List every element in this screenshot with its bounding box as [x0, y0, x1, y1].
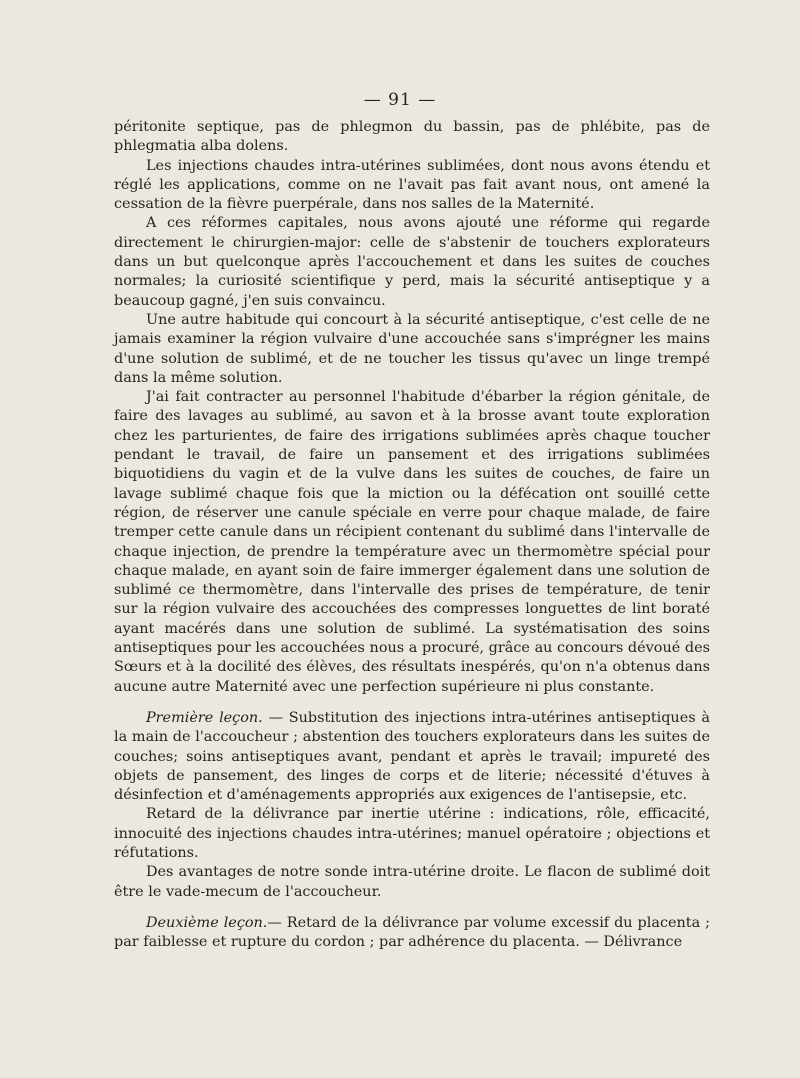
paragraph-7: Retard de la délivrance par inertie utérine : indications, rôle, efficacité, innocuité des injections chaudes intra-utérines; manuel opératoire ; objections et réfutations.	[114, 806, 710, 861]
paragraph-4: Une autre habitude qui concourt à la sécurité antiseptique, c'est celle de ne jamais examiner la région vulvaire d'une accouchée sans s'imprégner les mains d'une solution de sublimé, et de ne toucher les tissus qu'avec un linge trempé dans la même solution.	[114, 311, 710, 386]
paragraph-5: J'ai fait contracter au personnel l'habitude d'ébarber la région génitale, de faire des lavages au sublimé, au savon et à la brosse avant toute exploration chez les parturientes, de faire des irrigations sublimées après chaque toucher pendant le travail, de faire un pansement et des irrigations sublimées biquotidiens du vagin et de la vulve dans les suites de couches, de faire un lavage sublimé chaque fois que la miction ou la défécation ont souillé cette région, de réserver une canule spéciale en verre pour chaque malade, de faire tremper cette canule dans un récipient contenant du sublimé dans l'intervalle de chaque injection, de prendre la température avec un thermomètre spécial pour chaque malade, en ayant soin de faire immerger également dans une solution de sublimé ce thermomètre, dans l'intervalle des prises de température, de tenir sur la région vulvaire des accouchées des compresses longuettes de lint boraté ayant macérés dans une solution de sublimé. La systématisation des soins antiseptiques pour les accouchées nous a procuré, grâce au concours dévoué des Sœurs et à la docilité des élèves, des résultats inespérés, qu'on n'a obtenus dans aucune autre Maternité avec une perfection supérieure ni plus constante.	[114, 389, 710, 695]
paragraph-6	[114, 709, 710, 805]
paragraph-2: Les injections chaudes intra-utérines sublimées, dont nous avons étendu et réglé les applications, comme on ne l'avait pas fait avant nous, ont amené la cessation de la fièvre puerpérale, dans nos salles de la Maternité.	[114, 157, 710, 213]
lesson-heading-1: Première leçon.	[146, 709, 263, 726]
paragraph-1: péritonite septique, pas de phlegmon du bassin, pas de phlébite, pas de phlegmatia alba dolens.	[114, 119, 710, 155]
lesson-heading-2: Deuxième leçon.	[146, 914, 268, 931]
lesson-text-2: — Retard de la délivrance par volume excessif du placenta ; par faiblesse et rupture du cordon ; par adhérence du placenta. — Délivrance	[114, 914, 710, 951]
page-number: — 91 —	[363, 90, 437, 110]
paragraph-8: Des avantages de notre sonde intra-utérine droite. Le flacon de sublimé doit être le vade-mecum de l'accoucheur.	[114, 864, 710, 900]
lesson-text-1: — Substitution des injections intra-utérines antiseptiques à la main de l'accoucheur ; abstention des touchers explorateurs dans les suites de couches; soins antiseptiques avant, pendant et après le travail; impureté des objets de pansement, des linges de corps et de literie; nécessité d'étuves à désinfection et d'aménagements appropriés aux exigences de l'antisepsie, etc.	[114, 709, 710, 804]
paragraph-3: A ces réformes capitales, nous avons ajouté une réforme qui regarde directement le chirurgien-major: celle de s'abstenir de touchers explorateurs dans un but quelconque après l'accouchement et dans les suites de couches normales; la curiosité scientifique y perd, mais la sécurité antiseptique y a beaucoup gagné, j'en suis convaincu.	[114, 215, 710, 309]
paragraph-9	[114, 914, 710, 953]
body-text	[114, 118, 710, 952]
